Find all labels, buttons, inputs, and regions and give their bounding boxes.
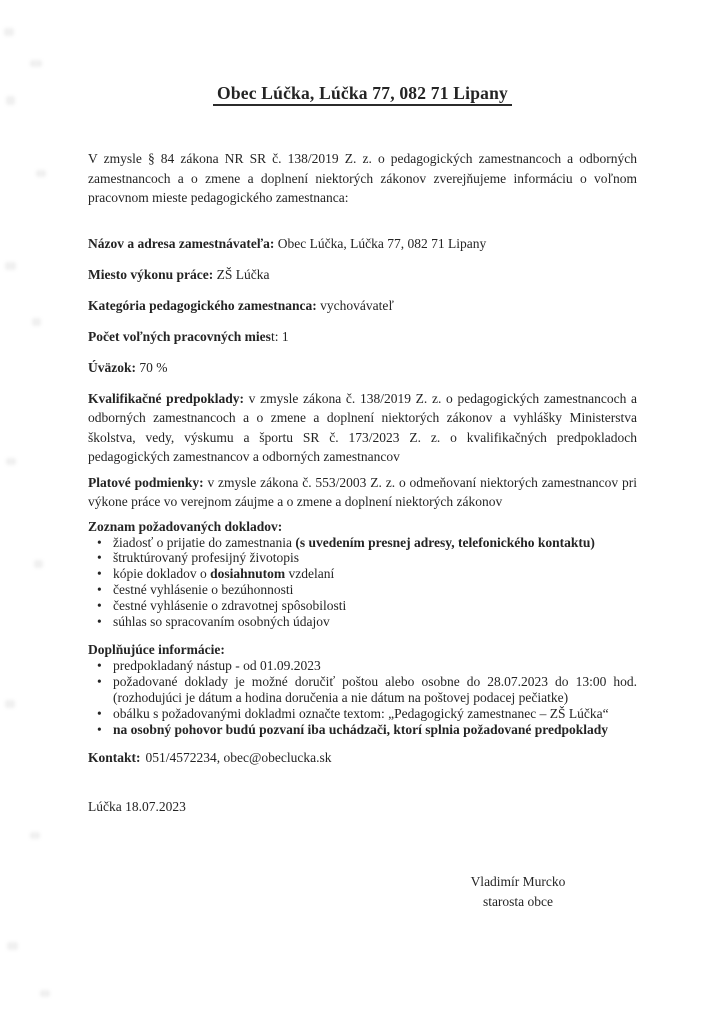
list-item	[88, 706, 637, 722]
text-run: súhlas so spracovaním osobných údajov	[113, 614, 330, 630]
text-run: požadované doklady je možné doručiť poštou alebo osobne do 28.07.2023 do 13:00 hod. (rozhodujúci je dátum a hodina doručenia a nie dátum na poštovej podacej pečiatke)	[113, 673, 637, 705]
paragraph-label: Platové podmienky:	[88, 474, 204, 490]
list-item	[88, 722, 637, 738]
text-run: vzdelaní	[285, 566, 335, 582]
field-value: ZŠ Lúčka	[213, 266, 270, 282]
field-label: Názov a adresa zamestnávateľa:	[88, 235, 275, 251]
list-item	[88, 535, 637, 551]
list-item	[88, 674, 637, 706]
dateline: Lúčka 18.07.2023	[88, 798, 186, 814]
labeled-paragraphs	[88, 389, 637, 512]
document-content	[88, 82, 637, 912]
field-label: Kategória pedagogického zamestnanca:	[88, 297, 317, 313]
field-line	[88, 265, 637, 285]
text-run: predpokladaný nástup - od 01.09.2023	[113, 657, 321, 673]
signature-role: starosta obce	[482, 894, 554, 910]
documents-section	[88, 518, 637, 630]
labeled-paragraph	[88, 389, 637, 467]
field-label: Miesto výkonu práce:	[88, 266, 214, 282]
paragraph-text: v zmysle zákona č. 553/2003 Z. z. o odmeňovaní niektorých zamestnancov pri výkone práce vo verejnom záujme a o zmene a doplnení niektorých zákonov	[88, 474, 637, 509]
field-value: Obec Lúčka, Lúčka 77, 082 71 Lipany	[274, 235, 487, 251]
list-item	[88, 566, 637, 582]
contact-label: Kontakt:	[88, 750, 141, 766]
list-item	[88, 582, 637, 598]
bold-text-run: na osobný pohovor budú pozvaní iba uchádzači, ktorí splnia požadované predpoklady	[113, 721, 609, 737]
text-run: kópie dokladov o	[113, 566, 211, 582]
intro-paragraph: V zmysle § 84 zákona NR SR č. 138/2019 Z. z. o pedagogických zamestnancoch a odborných zamestnancoch a o zmene a doplnení niektorých zákonov zverejňujeme informáciu o voľnom pracovnom mieste pedagogického zamestnanca:	[88, 151, 637, 205]
contact-line	[88, 748, 637, 768]
paragraph-label: Kvalifikačné predpoklady:	[88, 390, 244, 406]
field-line	[88, 296, 637, 316]
field-line	[88, 327, 637, 347]
text-run: čestné vyhlásenie o bezúhonnosti	[113, 582, 294, 598]
field-value: 70 %	[136, 359, 168, 375]
document-title	[88, 82, 637, 104]
bold-text-run: (s uvedením presnej adresy, telefonického kontaktu)	[295, 534, 595, 550]
document-title-text: Obec Lúčka, Lúčka 77, 082 71 Lipany	[213, 83, 512, 106]
info-list	[88, 658, 637, 738]
contact-value: 051/4572234, obec@obeclucka.sk	[145, 750, 332, 766]
list-item	[88, 550, 637, 566]
text-run: žiadosť o prijatie do zamestnania	[113, 534, 296, 550]
documents-list	[88, 535, 637, 630]
field-value: vychovávateľ	[316, 297, 394, 313]
list-item	[88, 614, 637, 630]
text-run: štruktúrovaný profesijný životopis	[113, 550, 299, 566]
paragraph-text: v zmysle zákona č. 138/2019 Z. z. o pedagogických zamestnancoch a odborných zamestnancoch a o zmene a doplnení niektorých zákonov a vyhlášky Ministerstva školstva, vedy, výskumu a športu SR č. 173/2023 Z. z. o kvalifikačných predpokladoch pedagogických zamestnancov a odborných zamestnancov	[88, 390, 637, 464]
documents-section-heading: Zoznam požadovaných dokladov:	[88, 518, 283, 534]
list-item	[88, 658, 637, 674]
text-run: obálku s požadovanými dokladmi označte textom: „Pedagogický zamestnanec – ZŠ Lúčka“	[113, 705, 609, 721]
field-value: t: 1	[270, 328, 289, 344]
field-label: Úväzok:	[88, 359, 136, 375]
info-section	[88, 641, 637, 738]
list-item	[88, 598, 637, 614]
labeled-paragraph	[88, 473, 637, 512]
text-run: čestné vyhlásenie o zdravotnej spôsobilosti	[113, 598, 347, 614]
field-line	[88, 234, 637, 254]
signature-name: Vladimír Murcko	[470, 874, 566, 890]
field-list	[88, 234, 637, 378]
field-label: Počet voľných pracovných mies	[88, 328, 271, 344]
signature-block	[408, 872, 628, 912]
field-line	[88, 358, 637, 378]
info-section-heading: Doplňujúce informácie:	[88, 641, 225, 657]
bold-text-run: dosiahnutom	[210, 566, 286, 582]
